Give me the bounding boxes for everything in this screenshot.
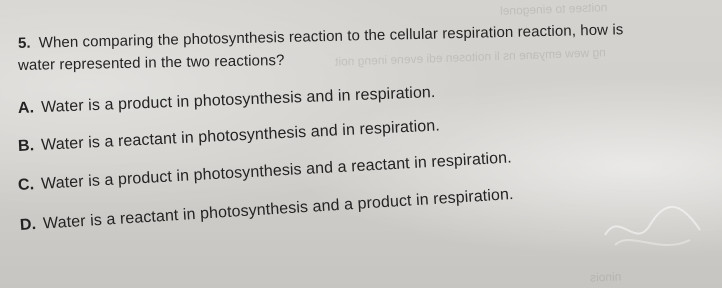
question-number: 5. bbox=[17, 34, 31, 52]
answer-option-b[interactable] bbox=[18, 117, 441, 156]
option-text: Water is a reactant in photosynthesis and in respiration. bbox=[40, 117, 441, 154]
answer-option-a[interactable] bbox=[18, 84, 436, 118]
faint-scribble-mark bbox=[600, 190, 710, 260]
option-text: Water is a product in photosynthesis and in respiration. bbox=[40, 83, 436, 117]
option-text: Water is a reactant in photosynthesis and a product in respiration. bbox=[42, 185, 514, 233]
option-letter: C. bbox=[17, 176, 35, 194]
answer-option-d[interactable] bbox=[19, 186, 514, 235]
option-letter: D. bbox=[19, 216, 37, 234]
question-text: water represented in the two reactions? bbox=[17, 51, 285, 74]
answer-option-c[interactable] bbox=[17, 149, 512, 195]
show-through-text: ng wew emyane ns li noitosen edi evene ineng noit bbox=[334, 45, 607, 69]
option-text: Water is a product in photosynthesis and a reactant in respiration. bbox=[40, 149, 513, 193]
show-through-text: noitsee to einegonel bbox=[499, 0, 608, 18]
question-text: When comparing the photosynthesis reaction to the cellular respiration reaction, how is bbox=[38, 21, 624, 52]
option-letter: B. bbox=[17, 137, 35, 155]
show-through-text: ninois bbox=[589, 269, 622, 285]
question-stem-line-2 bbox=[18, 52, 285, 74]
option-letter: A. bbox=[17, 99, 35, 117]
